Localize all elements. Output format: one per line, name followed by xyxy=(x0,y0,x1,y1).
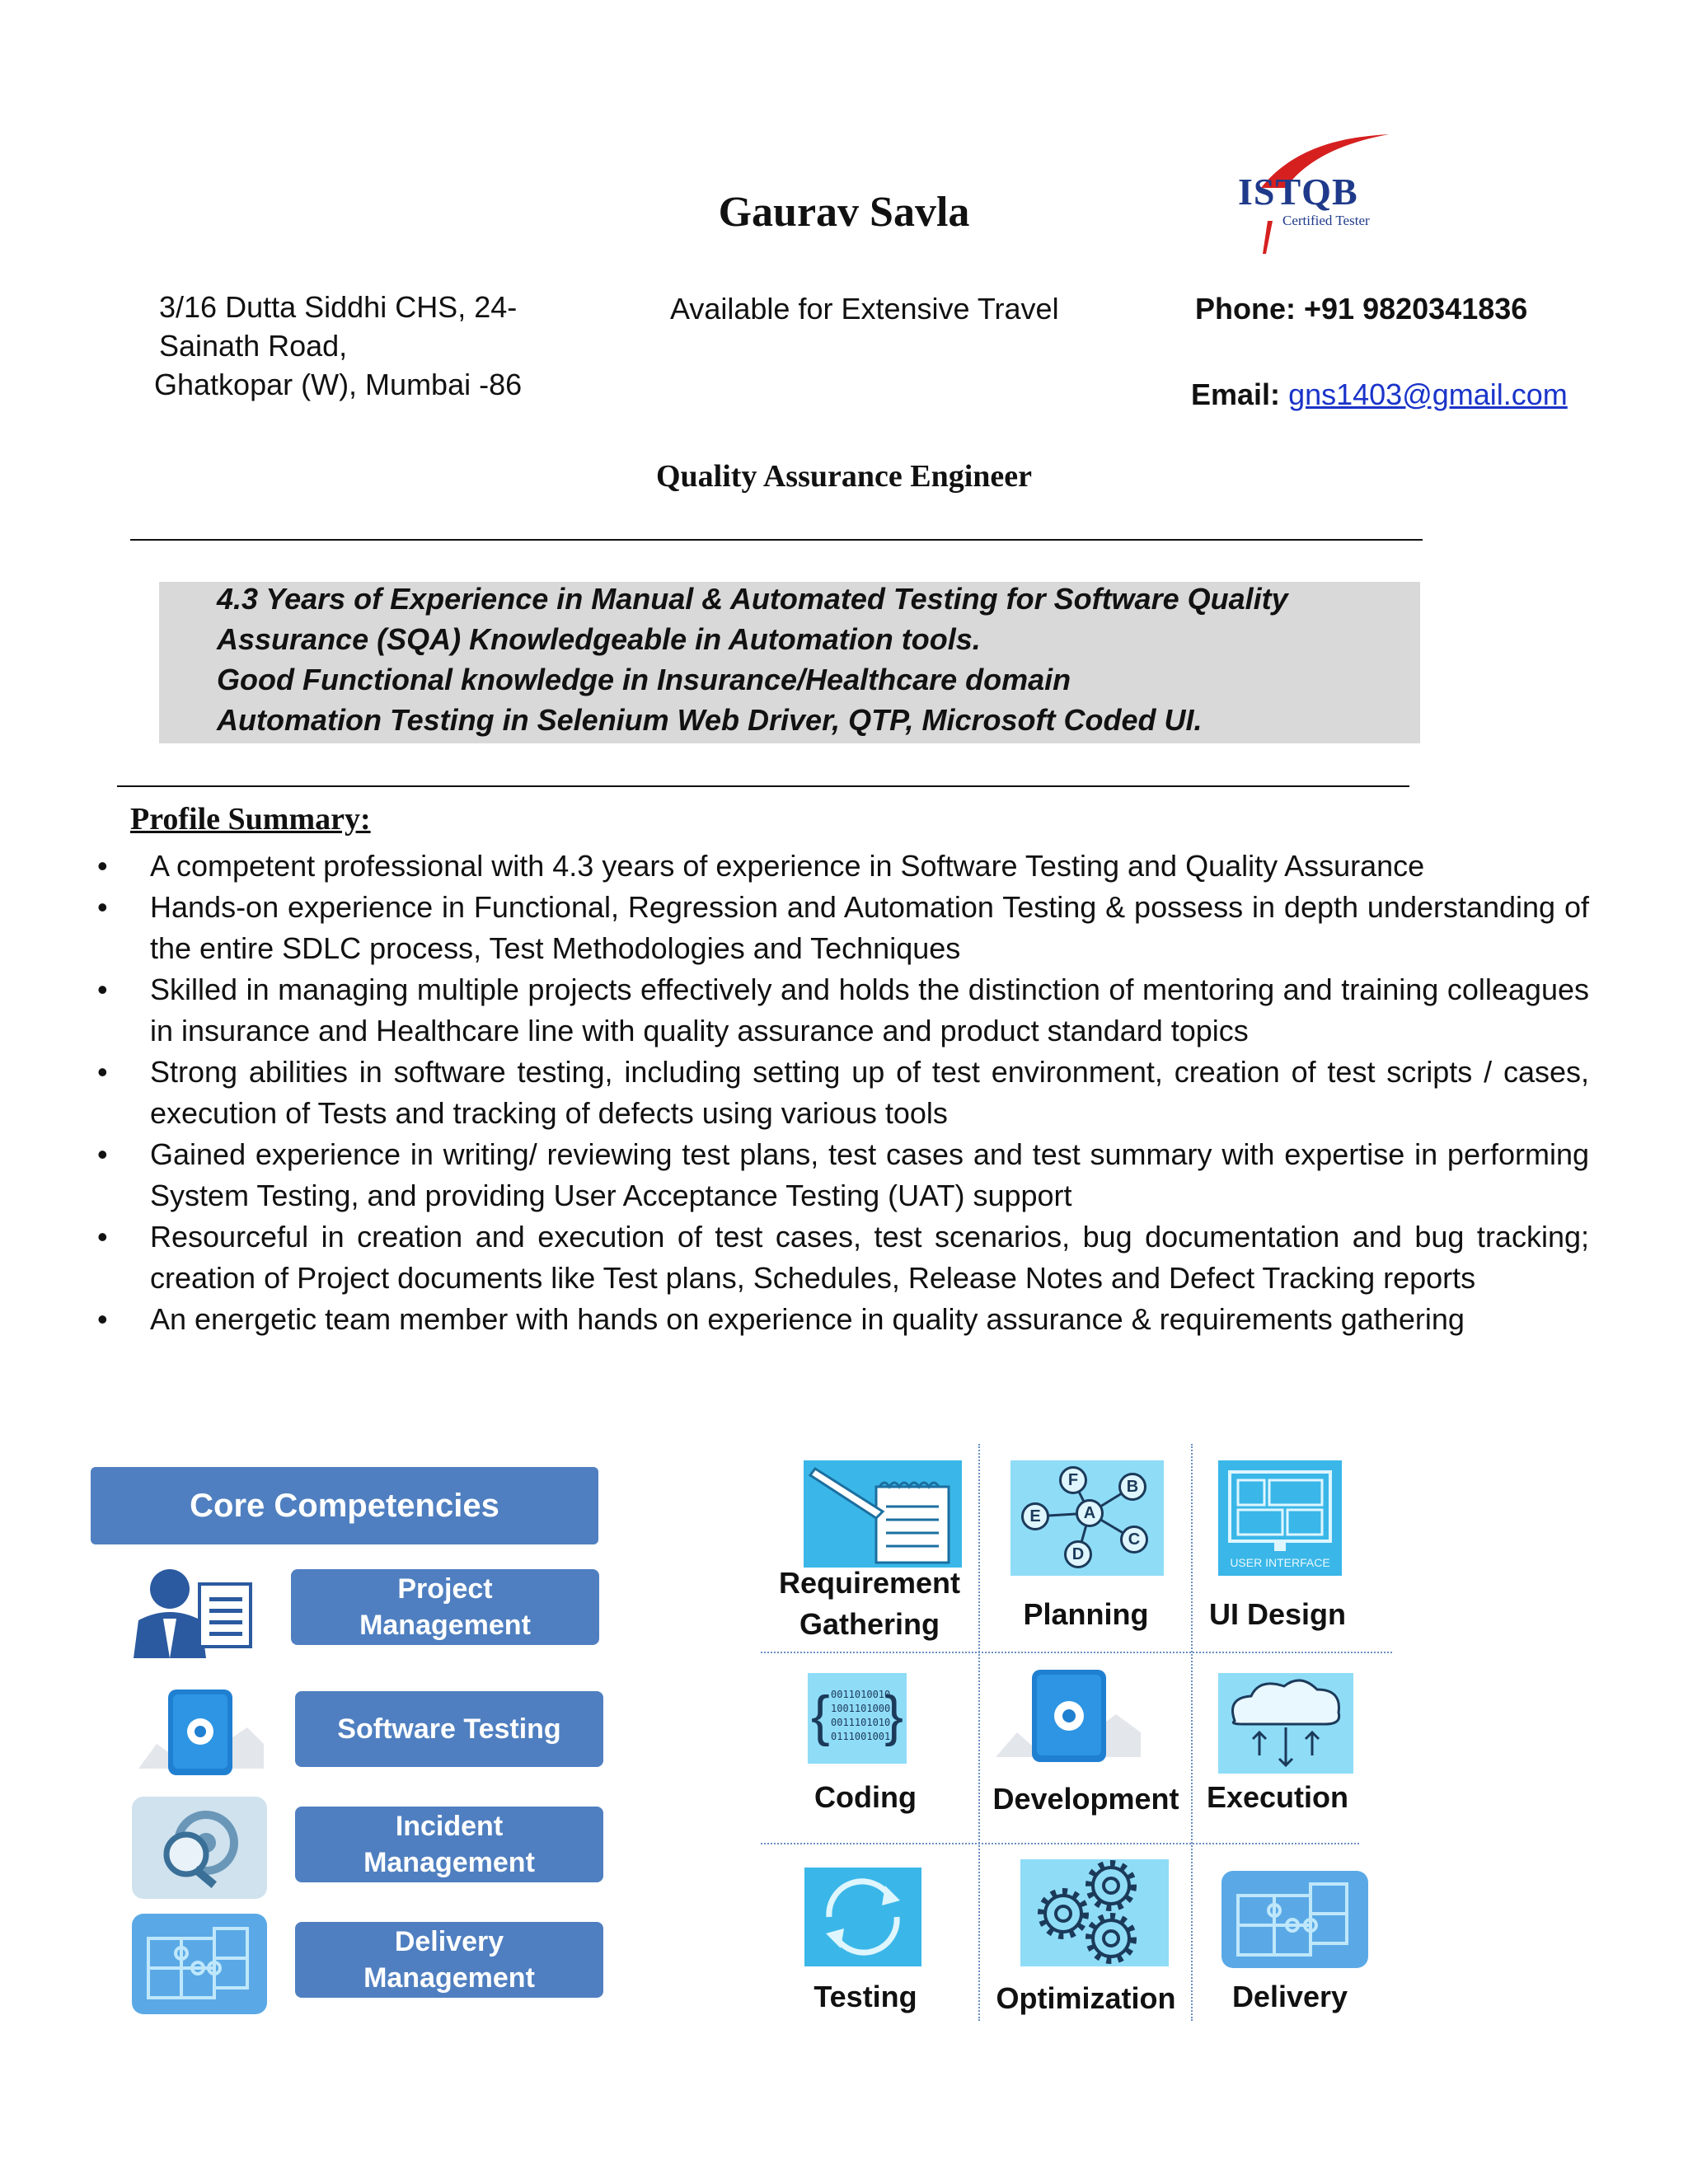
logo-subtext: Certified Tester xyxy=(1282,213,1370,228)
divider xyxy=(117,785,1409,787)
graph-node: B xyxy=(1118,1473,1146,1501)
requirement-gathering-label xyxy=(758,1563,981,1645)
delivery-management-button xyxy=(295,1922,603,1998)
job-title: Quality Assurance Engineer xyxy=(655,459,1033,494)
list-item: • Gained experience in writing/ reviewing test plans, test cases and test summary with expertise in performing System Testing, and providing User Acceptance Testing (UAT) support xyxy=(97,1134,1589,1216)
address-line-2: Sainath Road, xyxy=(159,328,348,363)
binary-braces-icon: { } 0011010010 1001101000 0011101010 0111001001 xyxy=(808,1673,907,1764)
logo-text: ISTQB xyxy=(1238,171,1358,213)
highlight-line: Automation Testing in Selenium Web Driver, QTP, Microsoft Coded UI. xyxy=(217,703,1203,737)
list-item: • A competent professional with 4.3 years of experience in Software Testing and Quality Assurance xyxy=(97,846,1589,887)
binary-text xyxy=(831,1688,891,1744)
binary-line: 0111001001 xyxy=(831,1731,891,1742)
coding-label: Coding xyxy=(814,1780,917,1814)
list-item: • Strong abilities in software testing, including setting up of test environment, creation of test scripts / cases, execution of Tests and tracking of defects using various tools xyxy=(97,1052,1589,1134)
planning-label: Planning xyxy=(1023,1597,1149,1631)
divider xyxy=(130,539,1423,541)
user-interface-icon xyxy=(1218,1460,1342,1576)
label: Management xyxy=(359,1610,531,1641)
highlight-line: 4.3 Years of Experience in Manual & Automated Testing for Software Quality xyxy=(217,582,1288,616)
profile-summary-list xyxy=(97,846,1589,1340)
delivery-label: Delivery xyxy=(1231,1980,1348,2013)
gear-device-icon xyxy=(132,1686,272,1779)
binary-line: 0011101010 xyxy=(831,1717,891,1728)
email-link[interactable]: gns1403@gmail.com xyxy=(1288,377,1568,411)
grid-divider xyxy=(761,1652,1392,1653)
node-graph-icon xyxy=(1010,1460,1164,1576)
label: Delivery xyxy=(394,1925,504,1957)
highlight-line: Assurance (SQA) Knowledgeable in Automation tools. xyxy=(217,622,981,656)
project-management-button xyxy=(291,1569,599,1645)
cloud-arrows-icon xyxy=(1218,1673,1353,1774)
address-line-3: Ghatkopar (W), Mumbai -86 xyxy=(154,367,523,401)
refresh-icon xyxy=(804,1868,921,1966)
puzzle-icon xyxy=(132,1914,267,2014)
binary-line: 0011010010 xyxy=(831,1689,891,1700)
availability: Available for Extensive Travel xyxy=(670,292,1059,326)
istqb-logo xyxy=(1228,130,1393,254)
list-item: • Resourceful in creation and execution of test cases, test scenarios, bug documentation and bug tracking; creation of Project documents like Test plans, Schedules, Release Notes and Defect Tracking reports xyxy=(97,1216,1589,1299)
gears-icon xyxy=(1020,1859,1169,1966)
graph-node: E xyxy=(1021,1502,1049,1530)
list-item: • Hands-on experience in Functional, Regression and Automation Testing & possess in depth understanding of the entire SDLC process, Test Methodologies and Techniques xyxy=(97,887,1589,969)
address xyxy=(154,288,523,404)
ui-icon-caption: USER INTERFACE xyxy=(1230,1556,1330,1569)
email-label: Email: xyxy=(1191,377,1281,411)
label: Gathering xyxy=(799,1607,940,1641)
label: Incident xyxy=(395,1810,504,1842)
ui-design-label: UI Design xyxy=(1208,1597,1347,1631)
puzzle-icon xyxy=(1221,1871,1368,1968)
document-pen-icon xyxy=(804,1460,962,1568)
graph-node: A xyxy=(1076,1499,1104,1527)
graph-node: D xyxy=(1064,1540,1092,1568)
testing-label: Testing xyxy=(814,1980,917,2013)
graph-node: C xyxy=(1120,1526,1148,1554)
grid-divider xyxy=(1191,1444,1193,2021)
grid-divider xyxy=(761,1843,1359,1844)
phone xyxy=(1195,292,1527,326)
core-competencies-title: Core Competencies xyxy=(91,1467,598,1544)
list-item: • An energetic team member with hands on experience in quality assurance & requirements gathering xyxy=(97,1299,1589,1340)
magnifier-gear-icon xyxy=(132,1797,267,1899)
label: Management xyxy=(363,1962,535,1994)
optimization-label: Optimization xyxy=(996,1981,1176,2015)
label: Project xyxy=(397,1572,493,1605)
list-item: • Skilled in managing multiple projects effectively and holds the distinction of mentoring and training colleagues in insurance and Healthcare line with quality assurance and product standard topics xyxy=(97,969,1589,1052)
address-line-1: 3/16 Dutta Siddhi CHS, 24- xyxy=(159,290,518,324)
profile-summary-title: Profile Summary: xyxy=(130,802,371,837)
phone-label: Phone: xyxy=(1195,292,1296,326)
highlights-box xyxy=(159,582,1420,743)
person-document-icon xyxy=(130,1568,270,1660)
label: Management xyxy=(363,1847,535,1878)
grid-divider xyxy=(978,1444,980,2021)
binary-line: 1001101000 xyxy=(831,1703,891,1714)
highlight-line: Good Functional knowledge in Insurance/Healthcare domain xyxy=(217,663,1071,696)
email xyxy=(1191,377,1568,412)
label: Requirement xyxy=(778,1566,961,1600)
phone-value: +91 9820341836 xyxy=(1304,292,1528,326)
gear-device-icon xyxy=(992,1666,1146,1774)
graph-node: F xyxy=(1059,1466,1087,1494)
incident-management-button xyxy=(295,1807,603,1882)
candidate-name: Gaurav Savla xyxy=(718,189,970,236)
software-testing-button xyxy=(295,1691,603,1767)
execution-label: Execution xyxy=(1206,1780,1349,1814)
label: Software Testing xyxy=(337,1713,561,1745)
development-label: Development xyxy=(992,1782,1179,1816)
